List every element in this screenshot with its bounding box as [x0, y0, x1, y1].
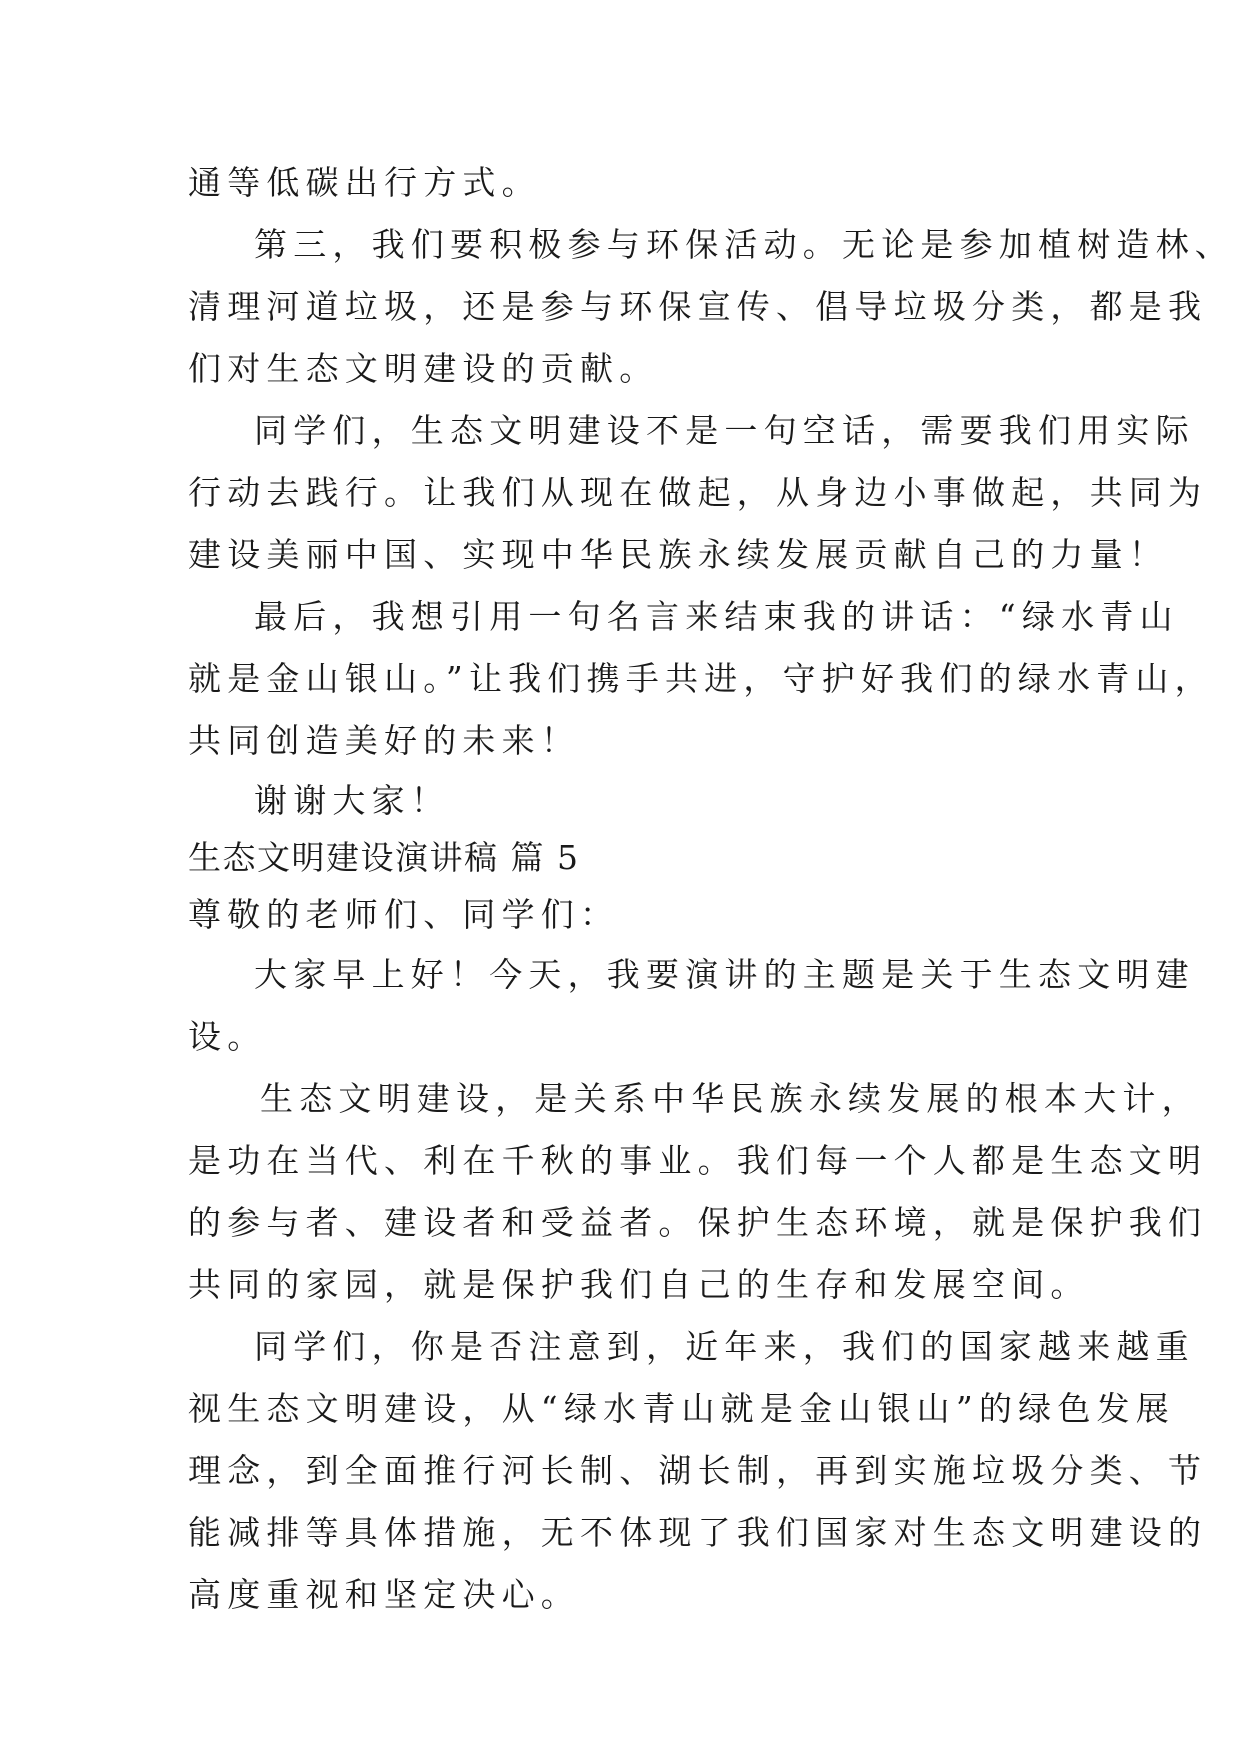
text-line: 能减排等具体措施，无不体现了我们国家对生态文明建设的: [188, 1513, 1208, 1552]
text-line: 共同的家园，就是保护我们自己的生存和发展空间。: [188, 1265, 1090, 1304]
closing-line: 谢谢大家！: [254, 781, 450, 820]
text-line: 通等低碳出行方式。: [188, 163, 541, 202]
text-line: 们对生态文明建设的贡献。: [188, 349, 659, 388]
salutation: 尊敬的老师们、同学们：: [188, 895, 620, 934]
paragraph-start-line: 第三，我们要积极参与环保活动。无论是参加植树造林、: [254, 225, 1234, 264]
text-line: 清理河道垃圾，还是参与环保宣传、倡导垃圾分类，都是我: [188, 287, 1208, 326]
paragraph-start-line: 大家早上好！今天，我要演讲的主题是关于生态文明建: [254, 955, 1195, 994]
text-line: 就是金山银山。”让我们携手共进，守护好我们的绿水青山，: [188, 659, 1214, 698]
paragraph-start-line: 同学们，生态文明建设不是一句空话，需要我们用实际: [254, 411, 1195, 450]
paragraph-start-line: 最后，我想引用一句名言来结束我的讲话：“绿水青山: [254, 597, 1179, 636]
text-line: 是功在当代、利在千秋的事业。我们每一个人都是生态文明: [188, 1141, 1208, 1180]
text-line: 高度重视和坚定决心。: [188, 1575, 580, 1614]
paragraph-start-line: 同学们，你是否注意到，近年来，我们的国家越来越重: [254, 1327, 1195, 1366]
section-heading: 生态文明建设演讲稿 篇 5: [188, 838, 580, 877]
text-line: 设。: [188, 1017, 267, 1056]
text-line: 的参与者、建设者和受益者。保护生态环境，就是保护我们: [188, 1203, 1208, 1242]
text-line: 共同创造美好的未来！: [188, 721, 580, 760]
text-line: 行动去践行。让我们从现在做起，从身边小事做起，共同为: [188, 473, 1208, 512]
paragraph-start-line: 生态文明建设，是关系中华民族永续发展的根本大计，: [260, 1079, 1201, 1118]
text-line: 视生态文明建设，从“绿水青山就是金山银山”的绿色发展: [188, 1389, 1175, 1428]
text-line: 建设美丽中国、实现中华民族永续发展贡献自己的力量！: [188, 535, 1168, 574]
document-body: [188, 152, 1234, 1626]
text-line: 理念，到全面推行河长制、湖长制，再到实施垃圾分类、节: [188, 1451, 1208, 1490]
